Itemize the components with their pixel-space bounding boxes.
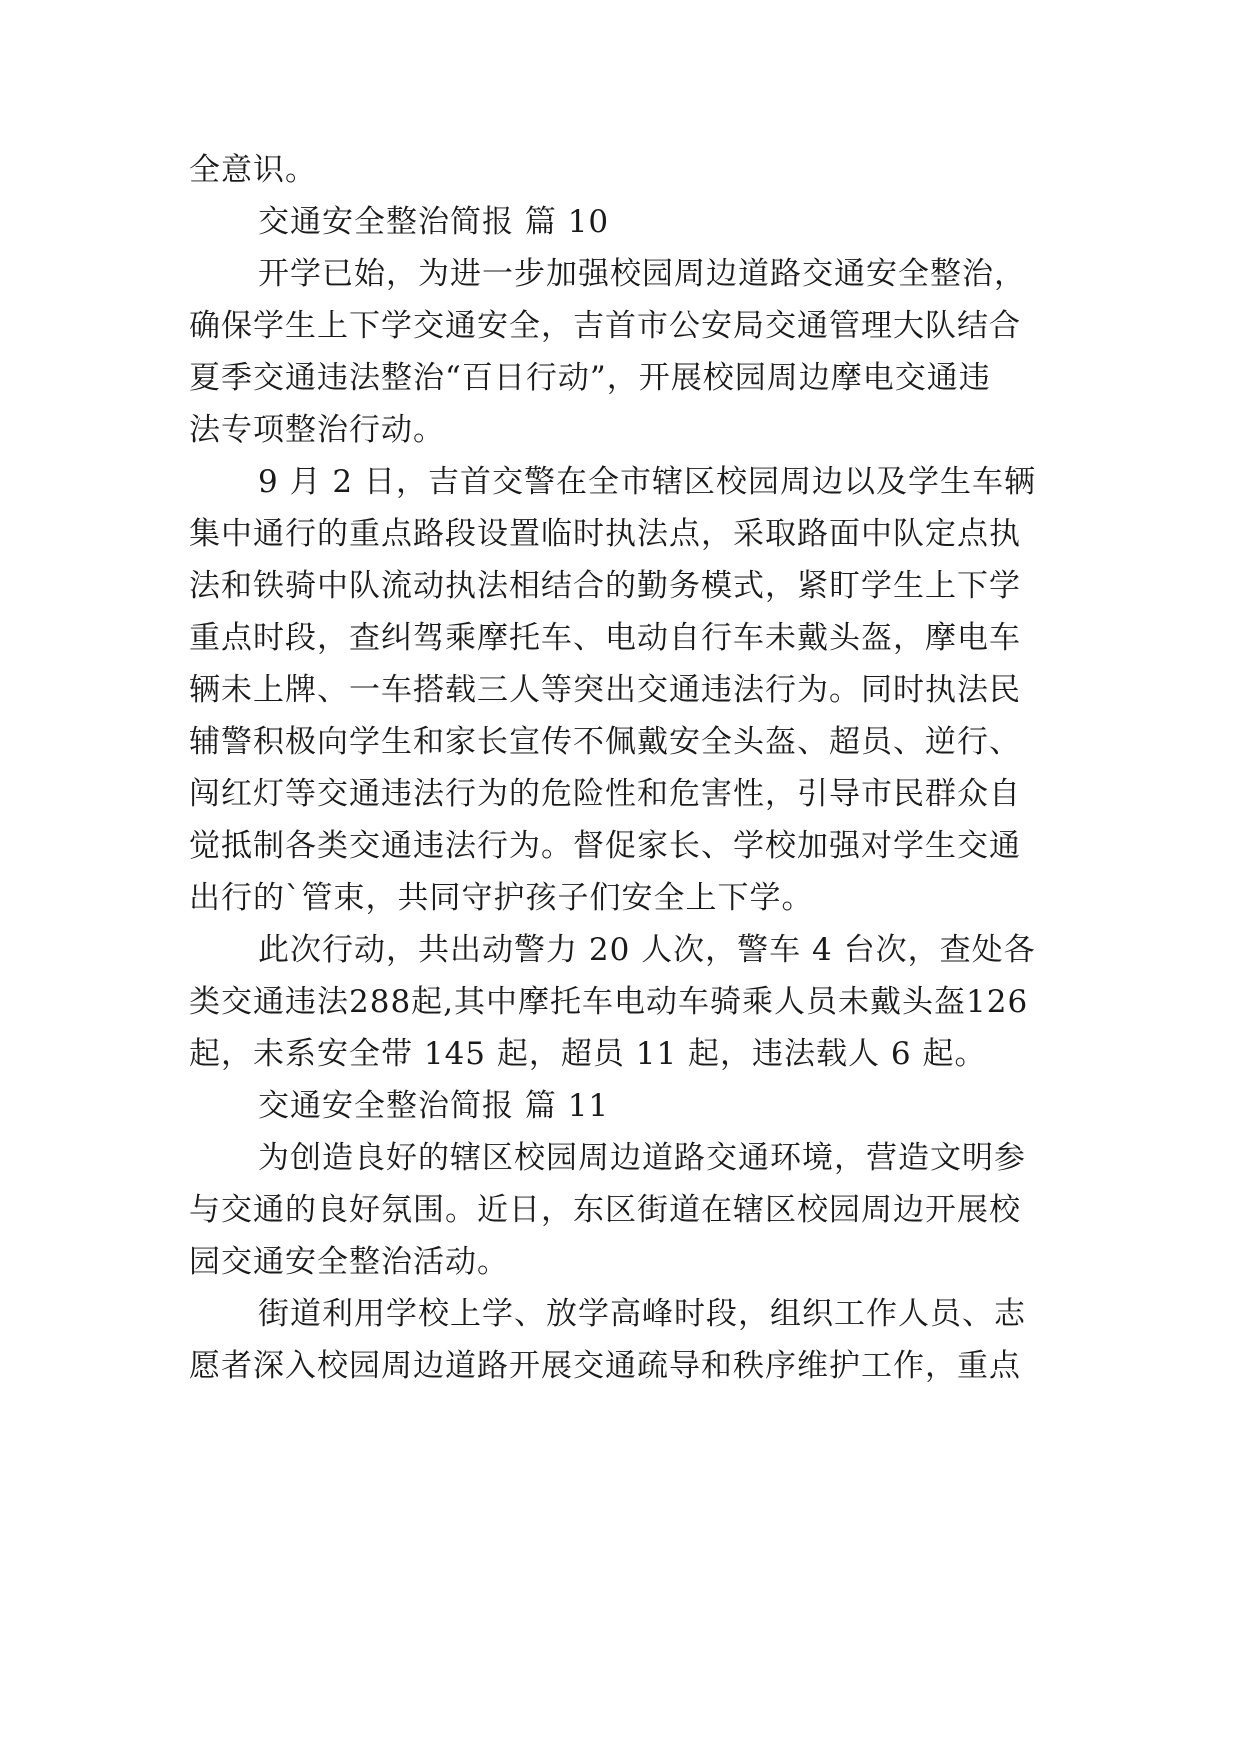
text-line: 起，未系安全带 145 起，超员 11 起，违法载人 6 起。	[189, 1036, 987, 1072]
text-line: 闯红灯等交通违法行为的危险性和危害性，引导市民群众自	[189, 776, 1021, 812]
section-heading: 交通安全整治简报 篇 10	[258, 204, 610, 240]
text-line: 觉抵制各类交通违法行为。督促家长、学校加强对学生交通	[189, 828, 1021, 864]
text-line: 愿者深入校园周边道路开展交通疏导和秩序维护工作，重点	[189, 1348, 1021, 1384]
text-line: 园交通安全整治活动。	[189, 1244, 509, 1280]
text-line: 法专项整治行动。	[189, 412, 445, 448]
text-line: 确保学生上下学交通安全，吉首市公安局交通管理大队结合	[189, 308, 1021, 344]
text-line: 开学已始，为进一步加强校园周边道路交通安全整治，	[258, 256, 1026, 292]
text-line: 为创造良好的辖区校园周边道路交通环境，营造文明参	[258, 1140, 1026, 1176]
text-line: 全意识。	[189, 152, 317, 188]
text-line: 与交通的良好氛围。近日，东区街道在辖区校园周边开展校	[189, 1192, 1021, 1228]
text-line: 辅警积极向学生和家长宣传不佩戴安全头盔、超员、逆行、	[189, 724, 1021, 760]
text-line: 9 月 2 日，吉首交警在全市辖区校园周边以及学生车辆	[258, 464, 1037, 500]
text-line: 出行的`管束，共同守护孩子们安全上下学。	[189, 880, 814, 916]
section-heading: 交通安全整治简报 篇 11	[258, 1088, 610, 1124]
text-line: 重点时段，查纠驾乘摩托车、电动自行车未戴头盔，摩电车	[189, 620, 1021, 656]
text-line: 街道利用学校上学、放学高峰时段，组织工作人员、志	[258, 1296, 1026, 1332]
text-line: 法和铁骑中队流动执法相结合的勤务模式，紧盯学生上下学	[189, 568, 1021, 604]
text-line: 集中通行的重点路段设置临时执法点，采取路面中队定点执	[189, 516, 1021, 552]
text-line: 类交通违法288起,其中摩托车电动车骑乘人员未戴头盔126	[189, 984, 1029, 1020]
text-line: 此次行动，共出动警力 20 人次，警车 4 台次，查处各	[258, 932, 1036, 968]
text-line: 辆未上牌、一车搭载三人等突出交通违法行为。同时执法民	[189, 672, 1021, 708]
text-line: 夏季交通违法整治“百日行动”，开展校园周边摩电交通违	[189, 360, 991, 396]
